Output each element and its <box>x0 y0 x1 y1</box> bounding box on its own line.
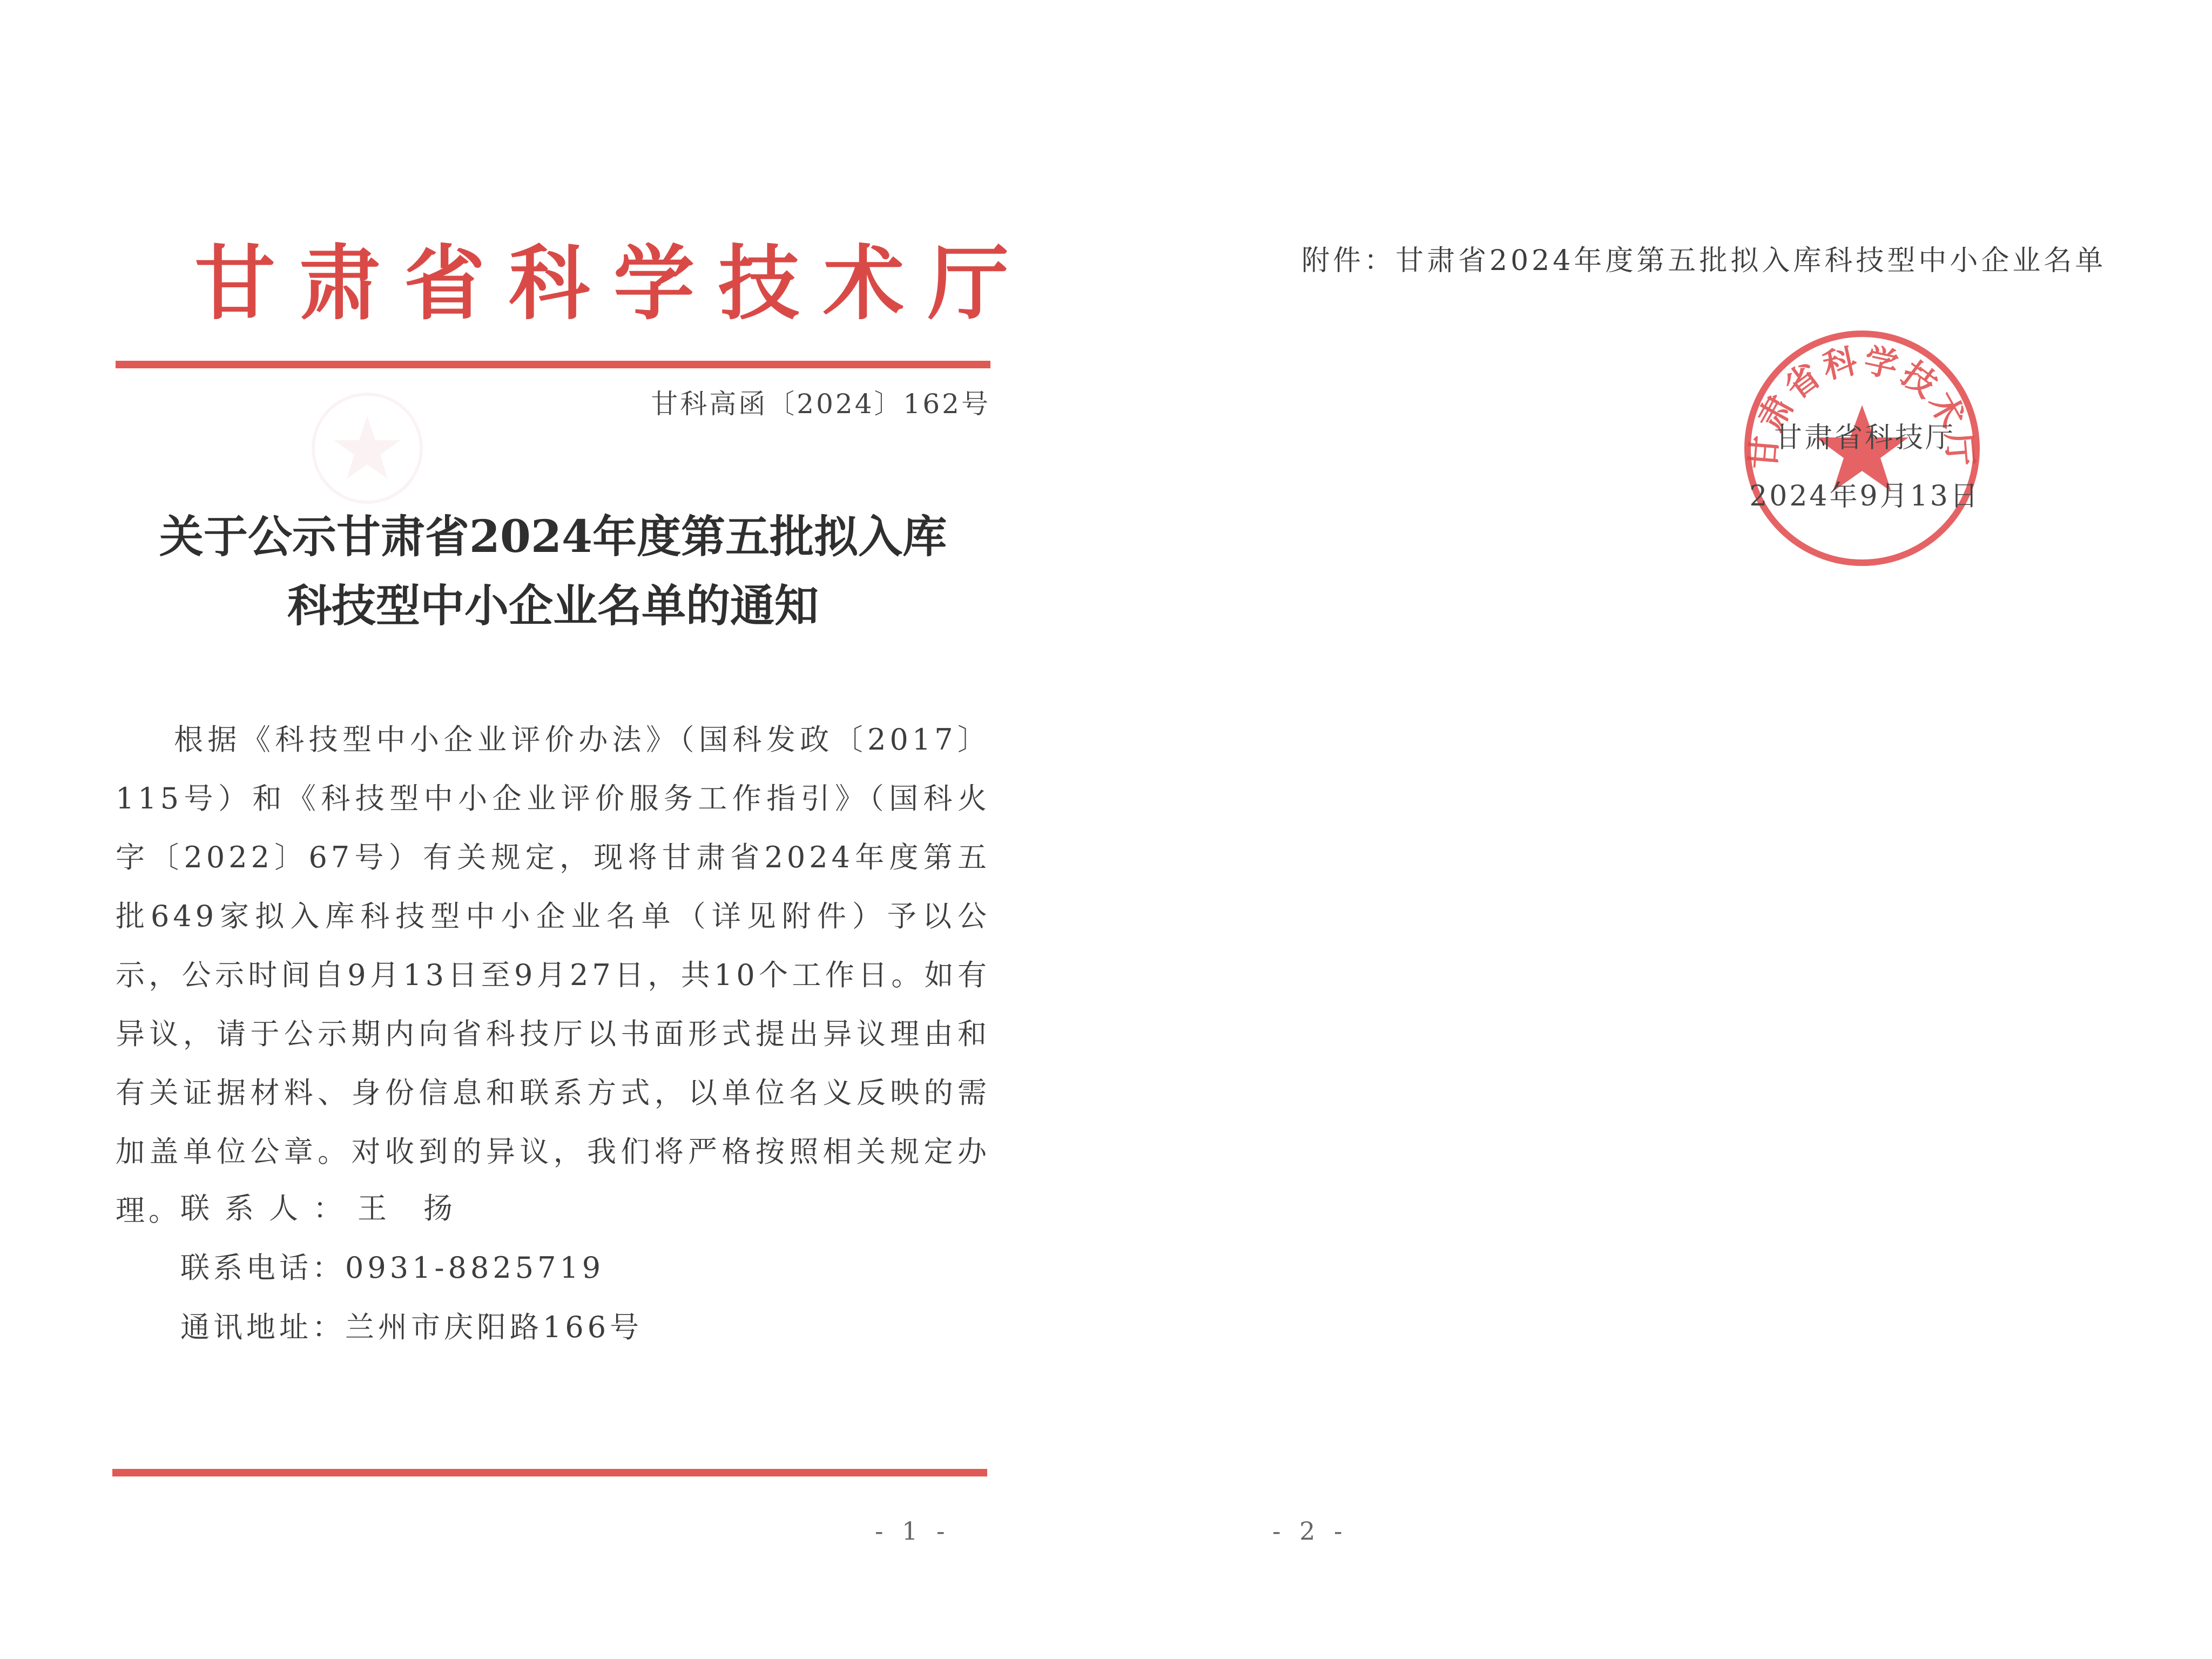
contact-person <box>180 1185 456 1227</box>
contact-address-value: 兰州市庆阳路166号 <box>345 1310 643 1344</box>
footer-red-rule <box>112 1469 987 1476</box>
faint-stamp-imprint <box>254 389 481 508</box>
document-title <box>116 502 990 640</box>
contact-phone-value: 0931-8825719 <box>345 1251 605 1285</box>
page-2 <box>1106 0 2212 1659</box>
issuer-name: 甘肃省科技厅 <box>1773 422 1955 454</box>
letterhead-red-rule <box>116 361 990 368</box>
issue-date: 2024年9月13日 <box>1749 480 1980 512</box>
document-number: 甘科高函〔2024〕162号 <box>651 388 990 420</box>
page-number-1: - 1 - <box>875 1516 950 1546</box>
contact-address <box>180 1304 643 1346</box>
attachment-title: 附件：甘肃省2024年度第五批拟入库科技型中小企业名单 <box>1301 245 2107 277</box>
document-title-line-1: 关于公示甘肃省2024年度第五批拟入库 <box>159 511 947 563</box>
contact-person-label: 联系人： <box>180 1191 358 1225</box>
document-title-line-2: 科技型中小企业名单的通知 <box>287 580 819 632</box>
contact-phone-label: 联系电话： <box>180 1251 345 1285</box>
page-number-2: - 2 - <box>1272 1516 1348 1546</box>
contact-person-value: 王 扬 <box>358 1191 456 1225</box>
letterhead-org-name: 甘肃省科学技术厅 <box>194 236 1033 331</box>
contact-phone <box>180 1245 604 1286</box>
seal-arc-text: 甘肃省科学技术厅 <box>1743 340 1981 471</box>
contact-address-label: 通讯地址： <box>180 1310 345 1344</box>
document-body: 根据《科技型中小企业评价办法》（国科发政〔2017〕115号）和《科技型中小企业评价服务工作指引》（国科火字〔2022〕67号）有关规定，现将甘肃省2024年度第五批649家拟入库科技型中小企业名单（详见附件）予以公示，公示时间自9月13日至9月27日，共10个工作日。如有异议，请于公示期内向省科技厅以书面形式提出异议理由和有关证据材料、身份信息和联系方式，以单位名义反映的需加盖单位公章。对收到的异议，我们将严格按照相关规定办理。 <box>116 723 990 1228</box>
